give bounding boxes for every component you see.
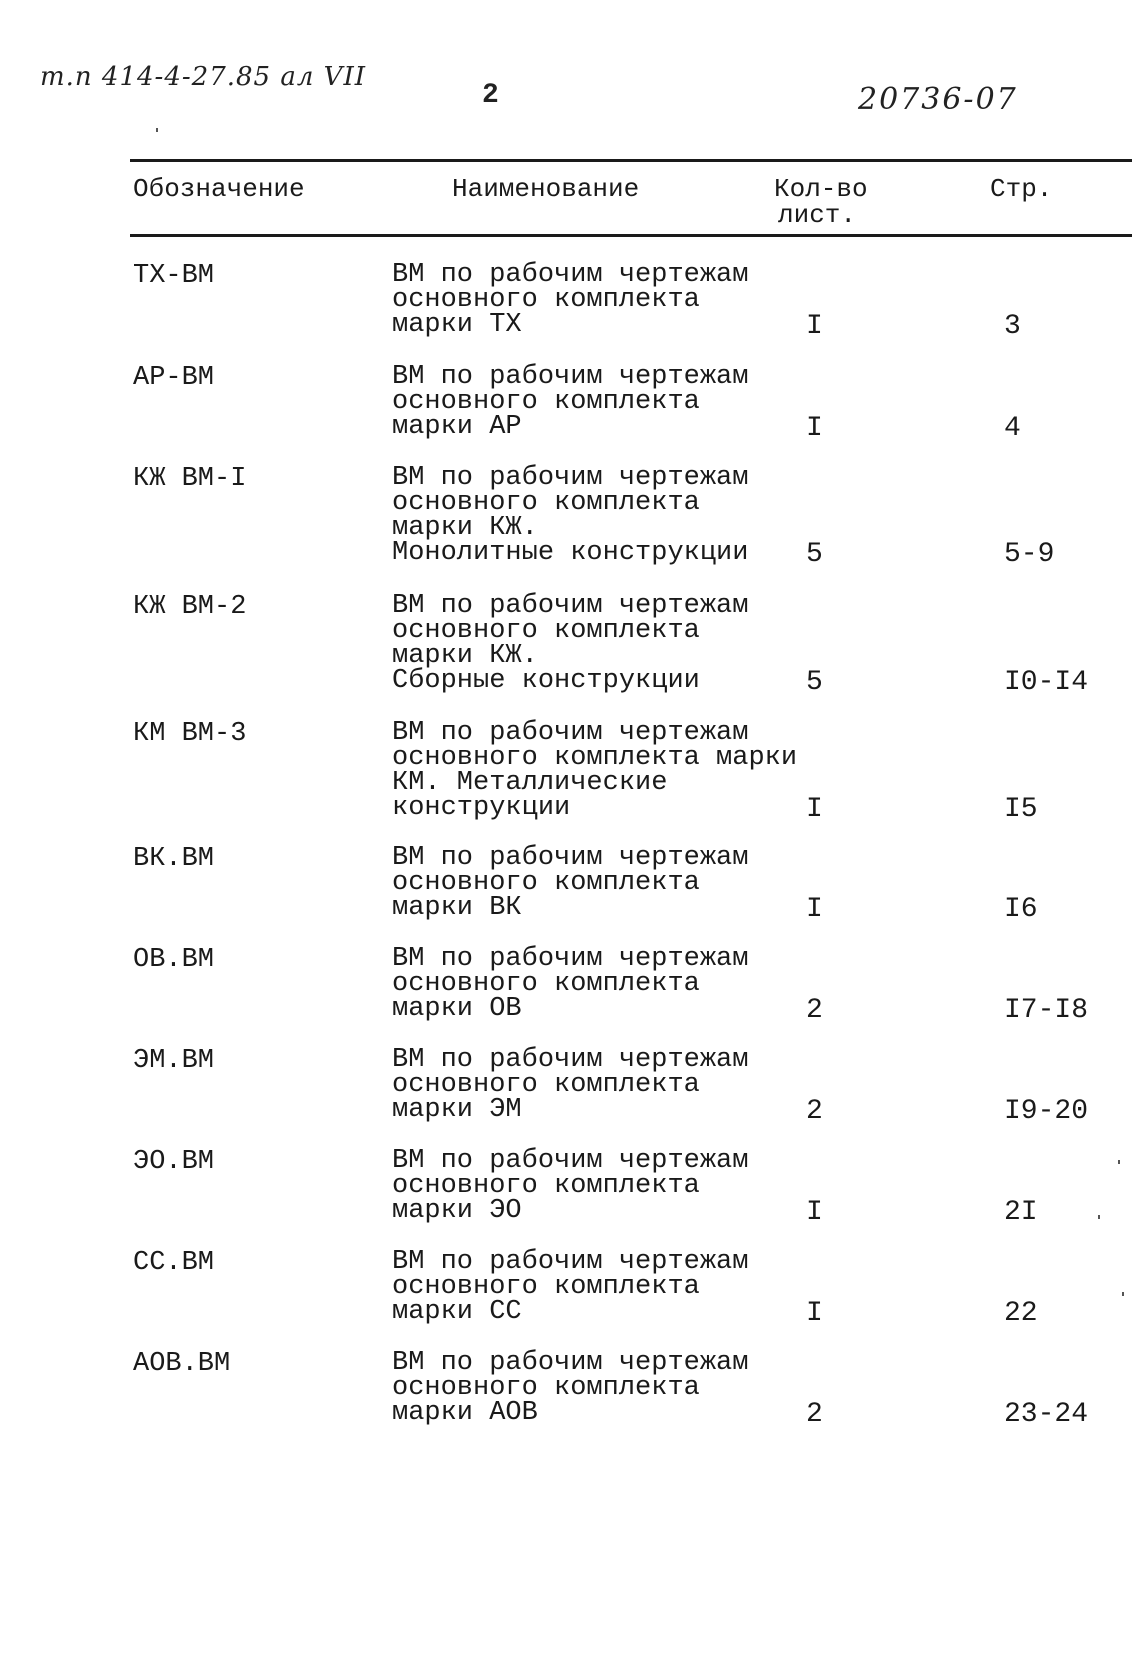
row-name: ВМ по рабочим чертежам основного комплекта марки КЖ. Монолитные конструкции: [392, 463, 749, 568]
row-page: I6: [1004, 894, 1038, 925]
row-code: ВК.ВМ: [133, 844, 215, 874]
row-page: I7-I8: [1004, 995, 1089, 1026]
column-header-quantity-unit: лист.: [778, 200, 857, 230]
row-page: I9-20: [1004, 1096, 1089, 1127]
row-page: 4: [1004, 413, 1021, 444]
row-page: 5-9: [1004, 539, 1055, 570]
scan-speck: [156, 128, 158, 132]
row-sheet-count: 2: [806, 995, 823, 1026]
row-sheet-count: 5: [806, 667, 823, 698]
row-page: 2I: [1004, 1197, 1038, 1228]
row-code: АР-ВМ: [133, 363, 215, 393]
row-sheet-count: 2: [806, 1096, 823, 1127]
scan-speck: [1098, 1215, 1100, 1219]
row-code: КЖ ВМ-I: [133, 464, 247, 494]
scan-speck: [1122, 1292, 1124, 1296]
column-header-name: Наименование: [452, 174, 640, 204]
row-name: ВМ по рабочим чертежам основного комплекта марки ТХ: [392, 260, 749, 340]
row-page: 22: [1004, 1298, 1038, 1329]
row-code: АОВ.ВМ: [133, 1349, 231, 1379]
row-sheet-count: I: [806, 1298, 823, 1329]
scan-speck: [1118, 1160, 1120, 1164]
row-sheet-count: I: [806, 413, 823, 444]
row-sheet-count: I: [806, 1197, 823, 1228]
row-sheet-count: 2: [806, 1399, 823, 1430]
row-code: СС.ВМ: [133, 1248, 215, 1278]
row-code: КМ ВМ-3: [133, 719, 247, 749]
column-header-page: Стр.: [990, 174, 1053, 204]
column-header-code: Обозначение: [133, 174, 305, 204]
row-name: ВМ по рабочим чертежам основного комплекта марки ВК: [392, 843, 749, 923]
row-code: ЭО.ВМ: [133, 1147, 215, 1177]
row-sheet-count: I: [806, 794, 823, 825]
row-code: КЖ ВМ-2: [133, 592, 247, 622]
column-header-quantity: Кол-во: [774, 174, 868, 204]
sheet-code: 20736-07: [858, 82, 1018, 117]
row-name: ВМ по рабочим чертежам основного комплекта марки ЭО: [392, 1146, 749, 1226]
document-reference: т.п 414-4-27.85 ал VII: [40, 62, 367, 92]
row-code: ТХ-ВМ: [133, 261, 215, 291]
row-page: 3: [1004, 311, 1021, 342]
row-sheet-count: I: [806, 311, 823, 342]
row-page: 23-24: [1004, 1399, 1089, 1430]
row-name: ВМ по рабочим чертежам основного комплекта марки АР: [392, 362, 749, 442]
row-code: ЭМ.ВМ: [133, 1046, 215, 1076]
row-name: ВМ по рабочим чертежам основного комплекта марки ОВ: [392, 944, 749, 1024]
row-name: ВМ по рабочим чертежам основного комплекта марки АОВ: [392, 1348, 749, 1428]
row-page: I0-I4: [1004, 667, 1089, 698]
row-name: ВМ по рабочим чертежам основного комплекта марки КЖ. Сборные конструкции: [392, 591, 749, 696]
row-name: ВМ по рабочим чертежам основного комплекта марки СС: [392, 1247, 749, 1327]
row-name: ВМ по рабочим чертежам основного комплекта марки КМ. Металлические конструкции: [392, 718, 798, 823]
row-name: ВМ по рабочим чертежам основного комплекта марки ЭМ: [392, 1045, 749, 1125]
row-sheet-count: I: [806, 894, 823, 925]
page-number: 2: [482, 80, 499, 111]
row-page: I5: [1004, 794, 1038, 825]
row-sheet-count: 5: [806, 539, 823, 570]
row-code: ОВ.ВМ: [133, 945, 215, 975]
